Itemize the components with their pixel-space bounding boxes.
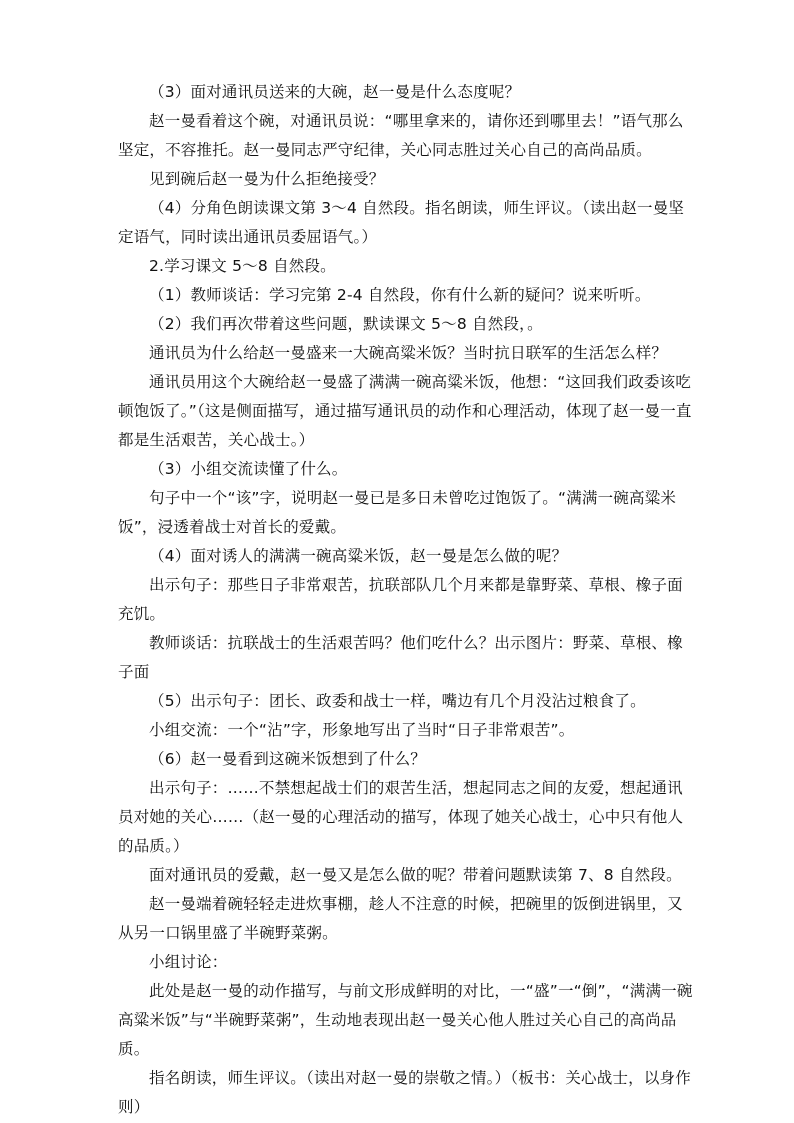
paragraph-contrast-analysis: 此处是赵一曼的动作描写，与前文形成鲜明的对比，一“盛”一“倒”，“满满一碗高粱米饭”与“半碗野菜粥”，生动地表现出赵一曼关心他人胜过关心自己的高尚品质。: [118, 982, 693, 1058]
paragraph-teacher-talk-pictures: 教师谈话：抗联战士的生活艰苦吗？他们吃什么？出示图片：野菜、草根、橡子面: [118, 634, 683, 681]
paragraph-question-rice: 通讯员为什么给赵一曼盛来一大碗高粱米饭？当时抗日联军的生活怎么样？: [149, 344, 668, 362]
step-5-show-sentence: （5）出示句子：团长、政委和战士一样，嘴边有几个月没沾过粮食了。: [149, 692, 646, 710]
section-2-heading: 2.学习课文 5～8 自然段。: [149, 257, 336, 275]
step-3-group-discussion: （3）小组交流读懂了什么。: [149, 460, 348, 478]
paragraph-show-sentence-thoughts: 出示句子：……不禁想起战士们的艰苦生活，想起同志之间的友爱，想起通讯员对她的关心……（赵一曼的心理活动的描写，体现了她关心战士，心中只有他人的品质。）: [118, 779, 684, 855]
paragraph-show-sentence-hardship: 出示句子：那些日子非常艰苦，抗联部队几个月来都是靠野菜、草根、橡子面充饥。: [118, 576, 683, 623]
paragraph-messenger-rice: 通讯员用这个大碗给赵一曼盛了满满一碗高粱米饭，他想：“这回我们政委该吃顿饱饭了。”（这是侧面描写，通过描写通讯员的动作和心理活动，体现了赵一曼一直都是生活艰苦，关心战士。）: [118, 373, 692, 449]
question-4-role-reading: （4）分角色朗读课文第 3～4 自然段。指名朗读，师生评议。（读出赵一曼坚定语气，同时读出通讯员委屈语气。）: [118, 199, 685, 246]
step-6-question: （6）赵一曼看到这碗米饭想到了什么？: [149, 750, 426, 768]
document-body: [118, 78, 698, 1122]
paragraph-gai-character: 句子中一个“该”字，说明赵一曼已是多日未曾吃过饱饭了。“满满一碗高粱米饭”，浸透着战士对首长的爱戴。: [118, 489, 677, 536]
paragraph-zhao-response: 赵一曼看着这个碗，对通讯员说：“哪里拿来的，请你还到哪里去！”语气那么坚定，不容推托。赵一曼同志严守纪律，关心同志胜过关心自己的高尚品质。: [118, 112, 684, 159]
question-3-attitude: （3）面对通讯员送来的大碗，赵一曼是什么态度呢？: [149, 83, 521, 101]
paragraph-board-writing: 指名朗读，师生评议。（读出对赵一曼的崇敬之情。）（板书：关心战士，以身作则）: [118, 1069, 691, 1116]
step-1-teacher-talk: （1）教师谈话：学习完第 2-4 自然段，你有什么新的疑问？说来听听。: [149, 286, 651, 304]
paragraph-group-discussion-label: 小组讨论：: [149, 953, 228, 971]
paragraph-group-zhan: 小组交流：一个“沾”字，形象地写出了当时“日子非常艰苦”。: [149, 721, 575, 739]
step-2-silent-reading: （2）我们再次带着这些问题，默读课文 5～8 自然段，。: [149, 315, 543, 333]
step-4-question: （4）面对诱人的满满一碗高粱米饭，赵一曼是怎么做的呢？: [149, 547, 568, 565]
paragraph-why-refuse: 见到碗后赵一曼为什么拒绝接受？: [149, 170, 385, 188]
paragraph-zhao-actions: 赵一曼端着碗轻轻走进炊事棚，趁人不注意的时候，把碗里的饭倒进锅里，又从另一口锅里盛了半碗野菜粥。: [118, 895, 683, 942]
paragraph-read-7-8: 面对通讯员的爱戴，赵一曼又是怎么做的呢？带着问题默读第 7、8 自然段。: [149, 866, 682, 884]
